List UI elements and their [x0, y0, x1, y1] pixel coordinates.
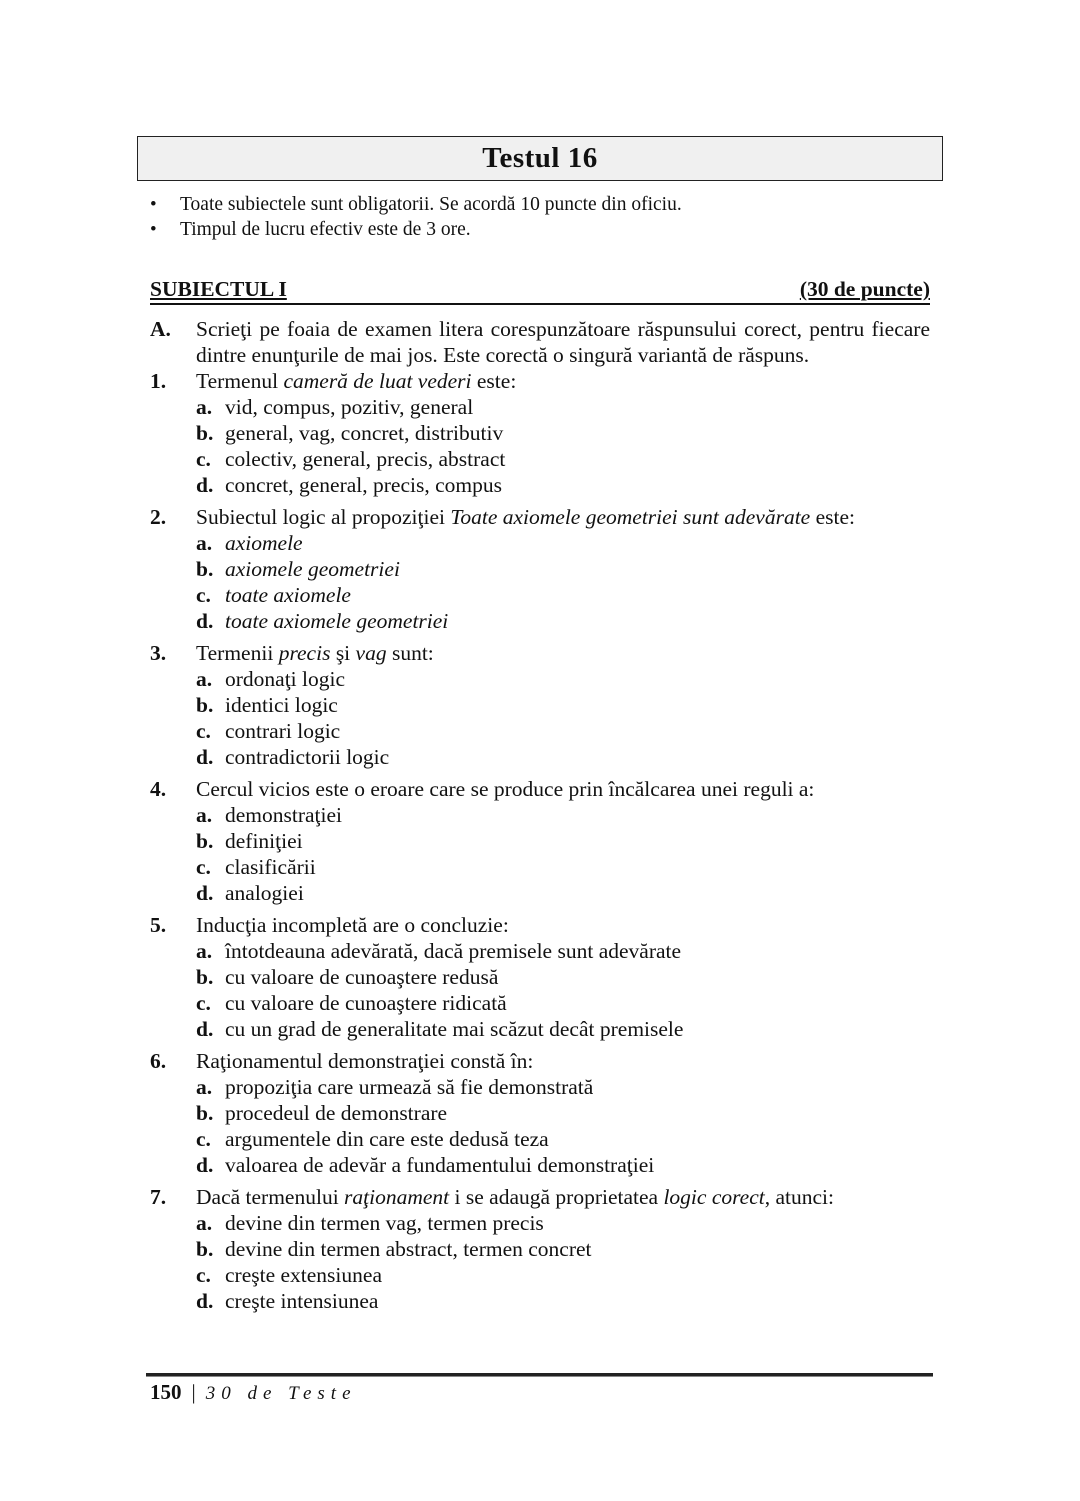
option-text: axiomele — [225, 531, 303, 555]
option-letter: d. — [196, 1153, 214, 1177]
question-term-italic: cameră de luat vederi — [283, 369, 472, 393]
question-stem — [150, 1048, 930, 1074]
option-letter: c. — [196, 719, 211, 743]
answer-option — [150, 744, 930, 770]
answer-option — [150, 718, 930, 744]
instructions-list — [148, 192, 682, 242]
question-stem — [150, 504, 930, 530]
question-number: 2. — [150, 505, 167, 529]
option-text: întotdeauna adevărată, dacă premisele sunt adevărate — [225, 939, 682, 963]
questions-section — [150, 316, 930, 1314]
option-text: creşte extensiunea — [225, 1263, 382, 1287]
option-text: toate axiomele — [225, 583, 351, 607]
answer-option — [150, 854, 930, 880]
option-text: devine din termen vag, termen precis — [225, 1211, 544, 1235]
question-item — [150, 504, 930, 634]
question-number: 1. — [150, 369, 167, 393]
question-stem — [150, 912, 930, 938]
question-text: , atunci: — [764, 1185, 835, 1209]
answer-option — [150, 1100, 930, 1126]
test-title-box — [137, 136, 943, 181]
option-letter: d. — [196, 473, 214, 497]
question-text: Subiectul logic al propoziţiei — [196, 505, 451, 529]
answer-option — [150, 1210, 930, 1236]
option-text: definiţiei — [225, 829, 303, 853]
section-marker: A. — [150, 317, 171, 341]
answer-option — [150, 1288, 930, 1314]
question-term-italic: precis — [278, 641, 331, 665]
option-letter: c. — [196, 991, 211, 1015]
question-text: şi — [330, 641, 356, 665]
answer-option — [150, 1126, 930, 1152]
option-text: contrari logic — [225, 719, 341, 743]
footer-divider — [146, 1373, 933, 1377]
question-text: Dacă termenului — [196, 1185, 345, 1209]
option-text: vid, compus, pozitiv, general — [225, 395, 474, 419]
question-stem — [150, 640, 930, 666]
answer-option — [150, 394, 930, 420]
question-term-italic: logic corect — [663, 1185, 765, 1209]
option-letter: c. — [196, 1127, 211, 1151]
option-letter: d. — [196, 609, 214, 633]
option-text: clasificării — [225, 855, 316, 879]
question-term-italic: Toate axiomele geometriei sunt adevărate — [450, 505, 811, 529]
question-item — [150, 912, 930, 1042]
bullet-icon: • — [150, 194, 157, 215]
question-number: 7. — [150, 1185, 167, 1209]
option-letter: b. — [196, 1237, 214, 1261]
question-text: este: — [810, 505, 855, 529]
subject-points: (30 de puncte) — [799, 277, 930, 301]
answer-option — [150, 828, 930, 854]
question-stem — [150, 368, 930, 394]
answer-option — [150, 446, 930, 472]
book-title: 30 de Teste — [205, 1383, 357, 1404]
answer-option — [150, 556, 930, 582]
question-text: Termenul — [196, 369, 284, 393]
question-text: Termenii — [196, 641, 279, 665]
question-text: Raţionamentul demonstraţiei constă în: — [196, 1049, 534, 1073]
answer-option — [150, 1152, 930, 1178]
question-item — [150, 640, 930, 770]
answer-option — [150, 802, 930, 828]
answer-option — [150, 582, 930, 608]
option-letter: d. — [196, 1289, 214, 1313]
option-letter: a. — [196, 939, 213, 963]
answer-option — [150, 472, 930, 498]
option-text: propoziţia care urmează să fie demonstrată — [225, 1075, 594, 1099]
answer-option — [150, 692, 930, 718]
option-text: cu valoare de cunoaştere ridicată — [225, 991, 507, 1015]
answer-option — [150, 964, 930, 990]
answer-option — [150, 666, 930, 692]
answer-option — [150, 1016, 930, 1042]
question-item — [150, 1184, 930, 1314]
option-letter: d. — [196, 745, 214, 769]
question-text: i se adaugă proprietatea — [449, 1185, 664, 1209]
option-text: contradictorii logic — [225, 745, 390, 769]
answer-option — [150, 608, 930, 634]
option-text: toate axiomele geometriei — [225, 609, 449, 633]
answer-option — [150, 1074, 930, 1100]
instruction-item: • Timpul de lucru efectiv este de 3 ore. — [150, 219, 471, 240]
option-letter: c. — [196, 1263, 211, 1287]
option-letter: a. — [196, 395, 213, 419]
bullet-icon: • — [150, 219, 157, 240]
question-text: Inducţia incompletă are o concluzie: — [196, 913, 509, 937]
option-letter: d. — [196, 881, 214, 905]
question-number: 4. — [150, 777, 167, 801]
option-letter: a. — [196, 531, 213, 555]
question-text: este: — [471, 369, 517, 393]
option-letter: b. — [196, 421, 214, 445]
question-stem — [150, 776, 930, 802]
question-item — [150, 776, 930, 906]
option-text: argumentele din care este dedusă teza — [225, 1127, 549, 1151]
option-text: analogiei — [225, 881, 304, 905]
answer-option — [150, 420, 930, 446]
test-title: Testul 16 — [482, 142, 598, 174]
section-a-instructions: A. Scrieţi pe foaia de examen litera corespunzătoare răspunsului corect, pentru fiecare dintre enunţurile de mai jos. Este corectă o singură variantă de răspuns. — [150, 317, 930, 367]
option-text: cu un grad de generalitate mai scăzut decât premisele — [225, 1017, 684, 1041]
answer-option — [150, 1236, 930, 1262]
question-item — [150, 1048, 930, 1178]
answer-option — [150, 1262, 930, 1288]
page-number: 150 — [150, 1380, 182, 1404]
option-letter: c. — [196, 855, 211, 879]
option-text: cu valoare de cunoaştere redusă — [225, 965, 499, 989]
option-letter: a. — [196, 667, 213, 691]
question-text: sunt: — [386, 641, 434, 665]
option-text: colectiv, general, precis, abstract — [225, 447, 506, 471]
subject-heading — [150, 277, 930, 305]
option-letter: a. — [196, 1075, 213, 1099]
question-term-italic: raţionament — [344, 1185, 450, 1209]
option-text: concret, general, precis, compus — [225, 473, 502, 497]
question-number: 3. — [150, 641, 167, 665]
question-item — [150, 368, 930, 498]
subject-label: SUBIECTUL I — [150, 277, 287, 301]
option-letter: b. — [196, 693, 214, 717]
option-letter: d. — [196, 1017, 214, 1041]
question-text: Cercul vicios este o eroare care se produce prin încălcarea unei reguli a: — [196, 777, 815, 801]
answer-option — [150, 990, 930, 1016]
option-letter: b. — [196, 829, 214, 853]
option-letter: c. — [196, 447, 211, 471]
option-letter: b. — [196, 1101, 214, 1125]
footer-separator: | — [191, 1380, 196, 1404]
question-stem — [150, 1184, 930, 1210]
option-text: procedeul de demonstrare — [225, 1101, 448, 1125]
question-number: 5. — [150, 913, 167, 937]
question-list — [150, 368, 930, 1314]
option-letter: c. — [196, 583, 211, 607]
answer-option — [150, 530, 930, 556]
question-term-italic: vag — [355, 641, 387, 665]
option-text: devine din termen abstract, termen concret — [225, 1237, 592, 1261]
option-letter: a. — [196, 803, 213, 827]
option-text: general, vag, concret, distributiv — [225, 421, 504, 445]
option-text: ordonaţi logic — [225, 667, 346, 691]
page-footer — [150, 1380, 357, 1405]
option-text: identici logic — [225, 693, 338, 717]
option-text: creşte intensiunea — [225, 1289, 379, 1313]
option-letter: b. — [196, 557, 214, 581]
question-number: 6. — [150, 1049, 167, 1073]
option-letter: a. — [196, 1211, 213, 1235]
option-text: valoarea de adevăr a fundamentului demonstraţiei — [225, 1153, 655, 1177]
instruction-item: • Toate subiectele sunt obligatorii. Se acordă 10 puncte din oficiu. — [150, 194, 682, 215]
option-letter: b. — [196, 965, 214, 989]
answer-option — [150, 880, 930, 906]
option-text: demonstraţiei — [225, 803, 343, 827]
option-text: axiomele geometriei — [225, 557, 400, 581]
answer-option — [150, 938, 930, 964]
